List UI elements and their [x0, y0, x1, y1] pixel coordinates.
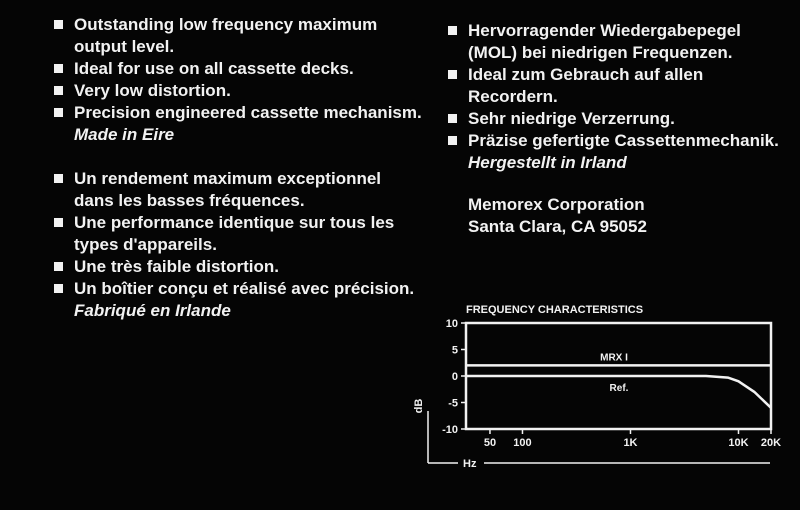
company-address [446, 194, 786, 238]
x-tick-label: 50 [483, 437, 497, 449]
left-column [52, 14, 422, 322]
y-tick-label: -10 [442, 424, 458, 436]
y-tick-label: 0 [451, 371, 458, 383]
french-item-4: Un boîtier conçu et réalisé avec précision. [52, 278, 422, 300]
company-city: Santa Clara, CA 95052 [468, 217, 647, 236]
german-feature-list [446, 20, 786, 152]
y-tick-label: 5 [451, 344, 458, 357]
german-item-3: Sehr niedrige Verzerrung. [446, 108, 786, 130]
german-item-4: Präzise gefertigte Cassettenmechanik. [446, 130, 786, 152]
english-item-1: Outstanding low frequency maximum output level. [52, 14, 422, 58]
french-item-3: Une très faible distortion. [52, 256, 422, 278]
x-axis [484, 429, 781, 449]
french-made-in: Fabriqué en Irlande [74, 301, 231, 320]
english-item-4: Precision engineered cassette mechanism. [52, 102, 422, 124]
x-tick-label: 10K [728, 437, 749, 449]
english-item-3: Very low distortion. [52, 80, 422, 102]
company-name: Memorex Corporation [468, 195, 645, 214]
series-group [466, 352, 771, 407]
english-item-2: Ideal for use on all cassette decks. [52, 58, 422, 80]
french-item-2: Une performance identique sur tous les types d'appareils. [52, 212, 422, 256]
x-axis-label: Hz [463, 458, 477, 470]
x-tick-label: 20K [760, 437, 782, 449]
y-tick-label: 10 [445, 318, 458, 330]
frequency-chart [410, 298, 790, 503]
y-tick-label: -5 [448, 397, 458, 410]
german-made-in: Hergestellt in Irland [468, 153, 627, 172]
x-tick-label: 1K [623, 437, 638, 449]
chart-title: FREQUENCY CHARACTERISTICS [466, 304, 644, 316]
english-feature-list [52, 14, 422, 124]
french-item-1: Un rendement maximum exceptionnel dans les basses fréquences. [52, 168, 422, 212]
y-axis-label: dB [413, 398, 425, 414]
english-made-in: Made in Eire [74, 125, 175, 144]
series-label-1: MRX I [600, 352, 628, 364]
german-item-1: Hervorragender Wiedergabepegel (MOL) bei niedrigen Frequenzen. [446, 20, 786, 64]
series-label-2: Ref. [609, 383, 629, 394]
x-tick-label: 100 [513, 437, 532, 449]
right-column [446, 20, 786, 238]
french-feature-list [52, 168, 422, 300]
y-axis [442, 318, 466, 436]
german-item-2: Ideal zum Gebrauch auf allen Recordern. [446, 64, 786, 108]
